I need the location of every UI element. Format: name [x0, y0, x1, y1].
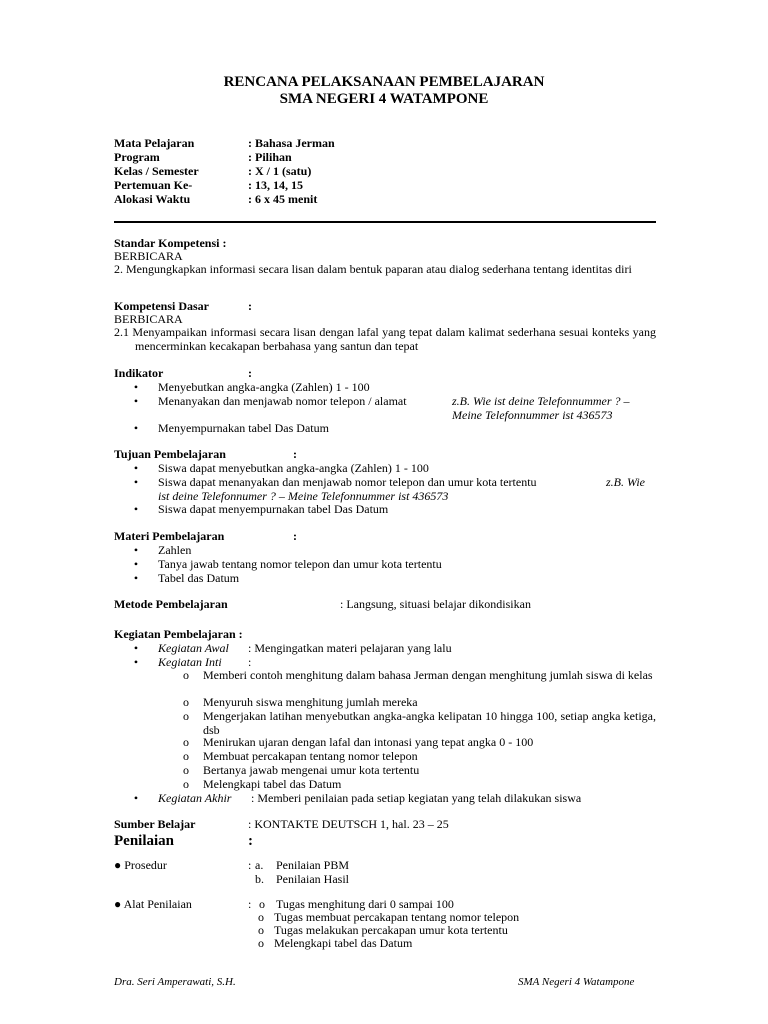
- circle-bullet-icon: o: [258, 923, 264, 937]
- kd-heading: Kompetensi Dasar: [114, 299, 209, 313]
- tujuan-colon: :: [293, 447, 297, 461]
- kegiatan-inti-item: Menyuruh siswa menghitung jumlah mereka: [203, 695, 418, 709]
- sumber-label: Sumber Belajar: [114, 817, 196, 831]
- bullet-icon: •: [133, 557, 139, 571]
- alat-colon: :: [248, 897, 252, 911]
- alat-item: Tugas membuat percakapan tentang nomor telepon: [274, 910, 520, 924]
- kegiatan-akhir-label: Kegiatan Akhir: [158, 791, 232, 805]
- bullet-icon: •: [133, 380, 139, 394]
- info-value: : 6 x 45 menit: [248, 192, 318, 206]
- circle-bullet-icon: o: [183, 735, 189, 749]
- kegiatan-inti-item: Membuat percakapan tentang nomor telepon: [203, 749, 418, 763]
- tujuan-item: Siswa dapat menyempurnakan tabel Das Datum: [158, 502, 389, 516]
- info-value: : 13, 14, 15: [248, 178, 303, 192]
- kegiatan-inti-item: Melengkapi tabel das Datum: [203, 777, 342, 791]
- metode-heading: Metode Pembelajaran: [114, 597, 228, 611]
- info-value: : Bahasa Jerman: [248, 136, 335, 150]
- circle-bullet-icon: o: [183, 668, 189, 682]
- kegiatan-inti-item: Bertanya jawab mengenai umur kota tertentu: [203, 763, 420, 777]
- tujuan-item: Siswa dapat menanyakan dan menjawab nomor telepon dan umur kota tertentu: [158, 475, 537, 489]
- divider-line: [114, 221, 656, 223]
- penilaian-colon: :: [248, 833, 253, 849]
- bullet-icon: •: [133, 421, 139, 435]
- prosedur-colon: :: [248, 858, 252, 872]
- sk-item: 2. Mengungkapkan informasi secara lisan dalam bentuk paparan atau dialog sederhana tentang identitas diri: [114, 262, 632, 276]
- document-title: RENCANA PELAKSANAAN PEMBELAJARAN: [223, 74, 545, 90]
- materi-item: Zahlen: [158, 543, 192, 557]
- materi-item: Tabel das Datum: [158, 571, 240, 585]
- prosedur-item: Penilaian PBM: [276, 858, 350, 872]
- kd-item: 2.1 Menyampaikan informasi secara lisan dengan lafal yang tepat dalam kalimat sederhana sesuai konteks yang mencerminkan kecakapan berbahasa yang santun dan tepat: [114, 325, 656, 353]
- indikator-heading: Indikator: [114, 366, 164, 380]
- prosedur-mark: a.: [255, 858, 264, 872]
- circle-bullet-icon: o: [183, 695, 189, 709]
- circle-bullet-icon: o: [259, 897, 265, 911]
- indikator-item: Menyebutkan angka-angka (Zahlen) 1 - 100: [158, 380, 370, 394]
- circle-bullet-icon: o: [183, 777, 189, 791]
- metode-value: : Langsung, situasi belajar dikondisikan: [340, 597, 531, 611]
- prosedur-label: ● Prosedur: [114, 858, 167, 872]
- info-label: Mata Pelajaran: [114, 136, 195, 150]
- bullet-icon: •: [133, 641, 139, 655]
- bullet-icon: •: [133, 475, 139, 489]
- kegiatan-awal-value: : Mengingatkan materi pelajaran yang lalu: [248, 641, 452, 655]
- kegiatan-akhir-value: : Memberi penilaian pada setiap kegiatan yang telah dilakukan siswa: [251, 791, 582, 805]
- kegiatan-awal-label: Kegiatan Awal: [158, 641, 229, 655]
- prosedur-mark: b.: [255, 872, 264, 886]
- tujuan-example-text: z.B. Wie ist deine Telefonnumer ? – Meine Telefonnummer ist 436573: [158, 475, 645, 503]
- tujuan-item: Siswa dapat menyebutkan angka-angka (Zahlen) 1 - 100: [158, 461, 429, 475]
- indikator-item: Menanyakan dan menjawab nomor telepon / alamat: [158, 394, 407, 408]
- prosedur-item: Penilaian Hasil: [276, 872, 349, 886]
- materi-heading: Materi Pembelajaran: [114, 529, 225, 543]
- kd-colon: :: [248, 299, 252, 313]
- circle-bullet-icon: o: [183, 749, 189, 763]
- bullet-icon: •: [133, 571, 139, 585]
- alat-item: Tugas melakukan percakapan umur kota tertentu: [274, 923, 508, 937]
- sk-heading: Standar Kompetensi :: [114, 236, 227, 250]
- bullet-icon: •: [133, 394, 139, 408]
- penilaian-heading: Penilaian: [114, 833, 175, 849]
- info-label: Program: [114, 150, 160, 164]
- circle-bullet-icon: o: [258, 910, 264, 924]
- kegiatan-heading: Kegiatan Pembelajaran :: [114, 627, 243, 641]
- sk-sub: BERBICARA: [114, 249, 183, 263]
- school-name: SMA NEGERI 4 WATAMPONE: [279, 91, 489, 107]
- kegiatan-inti-item: Menirukan ujaran dengan lafal dan intonasi yang tepat angka 0 - 100: [203, 735, 534, 749]
- materi-item: Tanya jawab tentang nomor telepon dan umur kota tertentu: [158, 557, 442, 571]
- bullet-icon: •: [133, 502, 139, 516]
- indikator-item: Menyempurnakan tabel Das Datum: [158, 421, 329, 435]
- info-label: Kelas / Semester: [114, 164, 199, 178]
- materi-colon: :: [293, 529, 297, 543]
- tujuan-heading: Tujuan Pembelajaran: [114, 447, 226, 461]
- info-label: Pertemuan Ke-: [114, 178, 193, 192]
- circle-bullet-icon: o: [258, 936, 264, 950]
- circle-bullet-icon: o: [183, 709, 189, 723]
- bullet-icon: •: [133, 461, 139, 475]
- kd-sub: BERBICARA: [114, 312, 183, 326]
- bullet-icon: •: [133, 655, 139, 669]
- kegiatan-inti-label: Kegiatan Inti: [158, 655, 222, 669]
- alat-item: Melengkapi tabel das Datum: [274, 936, 413, 950]
- bullet-icon: •: [133, 791, 139, 805]
- kegiatan-inti-colon: :: [248, 655, 252, 669]
- bullet-icon: •: [133, 543, 139, 557]
- circle-bullet-icon: o: [183, 763, 189, 777]
- footer-author: Dra. Seri Amperawati, S.H.: [114, 976, 236, 988]
- indikator-example-text: z.B. Wie ist deine Telefonnummer ? – Meine Telefonnummer ist 436573: [452, 394, 630, 422]
- kegiatan-inti-item: Memberi contoh menghitung dalam bahasa Jerman dengan menghitung jumlah siswa di kelas: [203, 668, 653, 682]
- footer-school: SMA Negeri 4 Watampone: [518, 976, 635, 988]
- info-label: Alokasi Waktu: [114, 192, 191, 206]
- info-value: : Pilihan: [248, 150, 292, 164]
- alat-item: Tugas menghitung dari 0 sampai 100: [276, 897, 454, 911]
- sumber-value: : KONTAKTE DEUTSCH 1, hal. 23 – 25: [248, 817, 449, 831]
- alat-label: ● Alat Penilaian: [114, 897, 192, 911]
- indikator-colon: :: [248, 366, 252, 380]
- indikator-example: [452, 395, 657, 422]
- info-value: : X / 1 (satu): [248, 164, 312, 178]
- kegiatan-inti-item: Mengerjakan latihan menyebutkan angka-angka kelipatan 10 hingga 100, setiap angka ketiga, dsb: [203, 709, 656, 737]
